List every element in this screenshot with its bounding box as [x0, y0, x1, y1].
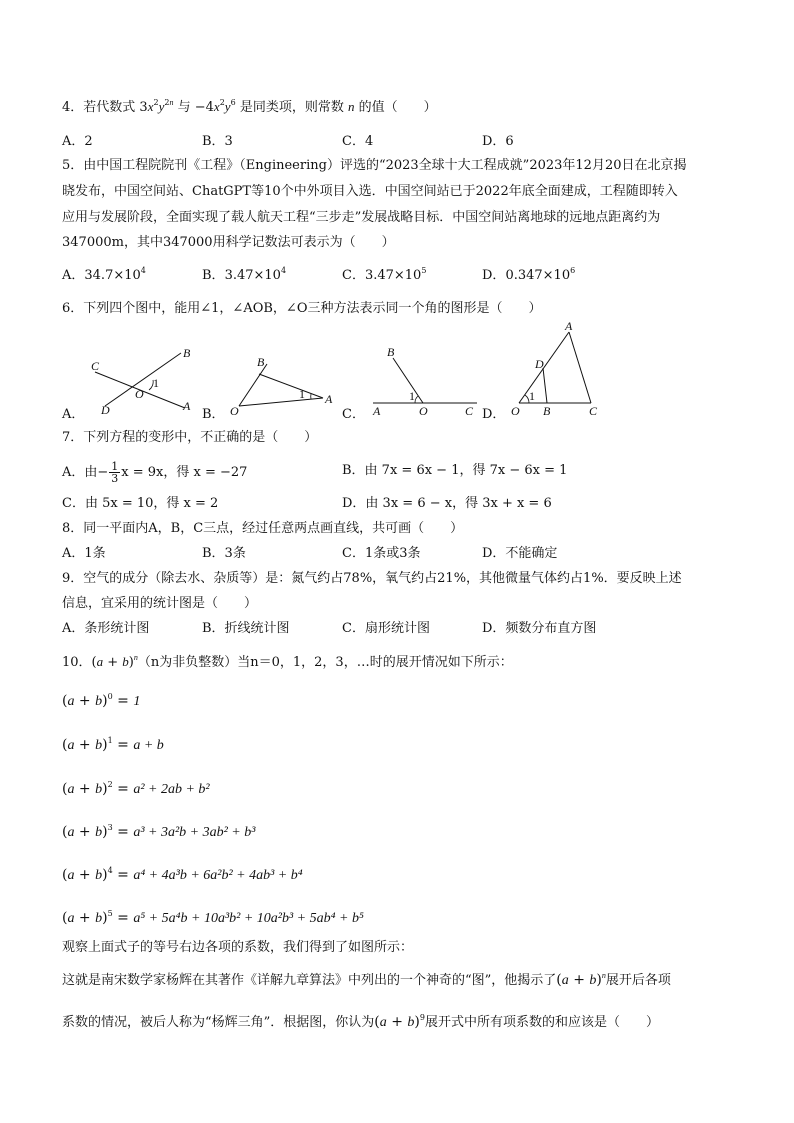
fig-b-label-1: 1	[299, 387, 305, 401]
q10-stem-suffix: （n为非负整数）当n＝0，1，2，3，…时的展开情况如下所示：	[137, 655, 513, 670]
q5-option-d-exp: 6	[570, 266, 576, 275]
fig-b-label-b: B	[257, 355, 265, 369]
expansion-rhs: 1	[133, 694, 141, 709]
q7-option-d[interactable]: D．由 3x = 6 − x，得 3x + x = 6	[342, 496, 552, 511]
q4-option-a[interactable]: A．2	[62, 134, 93, 149]
fig-c-label-o: O	[419, 404, 428, 418]
q6-option-a[interactable]: A．	[62, 407, 85, 422]
q7-option-a-label: A．由	[62, 465, 98, 480]
expansion-row: $(a + b)^0 = 1$	[62, 692, 141, 709]
fig-b-line-ob	[239, 364, 267, 406]
q5-option-b[interactable]	[202, 266, 286, 286]
fig-c-label-c: C	[465, 404, 474, 418]
q4-stem-mid: 与	[177, 100, 191, 115]
q5-option-c-mantissa: 3.47×10	[364, 268, 422, 283]
q5-option-d-mantissa: 0.347×10	[505, 268, 571, 283]
fig-c-label-b: B	[387, 345, 395, 359]
q7-option-a[interactable]: A．由− $\frac{1}{3}$ x = 9x，得 x = −27	[62, 460, 248, 485]
fig-d-label-1: 1	[529, 389, 535, 403]
q7-fraction-num: 1	[111, 460, 119, 473]
fig-b-line-ba	[259, 374, 323, 398]
q10-line-1-binomial: $(a + b)^n$	[556, 971, 606, 988]
q9-option-d[interactable]: D．频数分布直方图	[482, 621, 597, 636]
q7-fraction-den: 3	[111, 472, 119, 485]
q10-line-2-exp: 9	[419, 1013, 425, 1022]
q5-option-c[interactable]	[342, 266, 426, 286]
q6-figure-b	[225, 316, 350, 416]
q7-option-b[interactable]: B．由 7x = 6x − 1，得 7x − 6x = 1	[342, 463, 568, 478]
fig-a-label-b: B	[183, 346, 191, 360]
q8-stem: 8．同一平面内A，B，C三点，经过任意两点画直线，共可画（ ）	[62, 521, 464, 536]
q4-term1: $3x^2y^{2n}$	[139, 98, 174, 115]
expansion-exp: 0	[107, 692, 113, 701]
expansion-rhs: a⁵ + 5a⁴b + 10a³b² + 10a²b³ + 5ab⁴ + b⁵	[133, 911, 364, 926]
q5-option-b-mantissa: 3.47×10	[224, 268, 281, 283]
fig-b-line-oa	[239, 398, 323, 406]
expansion-rhs: a + b	[133, 738, 164, 753]
fig-b-label-a: A	[325, 392, 333, 406]
q6-option-d[interactable]: D．	[482, 407, 506, 422]
q5-option-a-exp: 4	[140, 266, 146, 275]
q10-stem-prefix: 10．	[62, 655, 92, 670]
expansion-row: $(a + b)^3 = a^3 + 3a^2b + 3ab^2 + b^3$	[62, 823, 256, 840]
q8-option-a[interactable]: A．1条	[62, 546, 106, 561]
q9-line-1: 9．空气的成分（除去水、杂质等）是：氮气约占78%，氧气约占21%，其他微量气体约占1%．要反映上述	[62, 571, 682, 586]
q5-option-a-label: A．	[62, 268, 85, 283]
fig-d-label-c: C	[589, 404, 598, 418]
fig-a-label-d: D	[101, 403, 110, 417]
q7-stem: 7．下列方程的变形中，不正确的是（ ）	[62, 430, 318, 445]
q4-stem	[62, 97, 437, 118]
q4-option-d[interactable]: D．6	[482, 134, 514, 149]
q10-line-2-binomial: $(a + b)^9$	[374, 1013, 425, 1030]
q4-stem-end: 的值（ ）	[358, 100, 437, 115]
q9-option-c[interactable]: C．扇形统计图	[342, 621, 430, 636]
q10-line-1	[62, 970, 671, 991]
fig-a-label-a: A	[183, 399, 191, 413]
q5-option-b-exp: 4	[280, 266, 287, 275]
q10-line-1-prefix: 这就是南宋数学家杨辉在其著作《详解九章算法》中列出的一个神奇的“图”，他揭示了	[62, 973, 557, 988]
fig-a-label-c: C	[91, 359, 100, 373]
fig-c-label-1: 1	[409, 389, 415, 403]
q7-option-c[interactable]: C．由 5x = 10，得 x = 2	[62, 496, 219, 511]
q10-line-1-suffix: 展开后各项	[605, 973, 671, 988]
expansion-rhs: a³ + 3a²b + 3ab² + b³	[133, 825, 256, 840]
q5-option-c-exp: 5	[421, 266, 427, 275]
expansion-row: $(a + b)^5 = a^5 + 5a^4b + 10a^3b^2 + 10a^2b^3 + 5ab^4 + b^5$	[62, 909, 364, 926]
fig-d-line-oa	[519, 332, 569, 403]
q5-option-d[interactable]	[482, 266, 575, 286]
q10-line-2-suffix: 展开式中所有项系数的和应该是（ ）	[424, 1015, 659, 1030]
q7-fraction	[109, 461, 120, 484]
q4-stem-prefix: 4．若代数式	[62, 100, 136, 115]
q4-var-n: n	[347, 99, 355, 114]
q8-option-b[interactable]: B．3条	[202, 546, 246, 561]
q5-option-d-label: D．	[482, 268, 506, 283]
fig-d-line-db	[543, 368, 547, 403]
fig-b-label-o: O	[230, 404, 239, 418]
q5-line-2: 晓发布，中国空间站、ChatGPT等10个中外项目入选．中国空间站已于2022年底全面建成，工程随即转入	[62, 184, 678, 199]
q5-option-a[interactable]	[62, 266, 146, 286]
q9-option-a[interactable]: A．条形统计图	[62, 621, 150, 636]
fig-c-angle-arc	[415, 396, 418, 403]
expansion-exp: 2	[107, 780, 113, 789]
q6-stem: 6．下列四个图中，能用∠1，∠AOB，∠O三种方法表示同一个角的图形是（ ）	[62, 301, 542, 316]
fig-c-label-a: A	[373, 404, 381, 418]
fig-d-label-d: D	[535, 357, 544, 371]
q6-figure-a	[85, 316, 205, 416]
expansion-rhs: a⁴ + 4a³b + 6a²b² + 4ab³ + b⁴	[133, 868, 303, 883]
fig-a-label-o: O	[135, 387, 144, 401]
fig-d-label-b: B	[543, 404, 551, 418]
expansion-row: $(a + b)^4 = a^4 + 4a^3b + 6a^2b^2 + 4ab^3 + b^4$	[62, 866, 303, 883]
q5-line-3: 应用与发展阶段，全面实现了载人航天工程“三步走”发展战略目标．中国空间站离地球的远地点距离约为	[62, 210, 661, 225]
fig-d-line-ac	[569, 332, 591, 403]
expansion-rhs: a² + 2ab + b²	[133, 782, 210, 797]
expansion-exp: 4	[107, 866, 113, 875]
fig-d-label-a: A	[565, 319, 573, 333]
q5-line-4: 347000m，其中347000用科学记数法可表示为（ ）	[62, 235, 395, 250]
q4-option-c[interactable]: C．4	[342, 134, 374, 149]
q7-option-a-eq: x = 9x，得 x = −27	[121, 465, 248, 480]
expansion-exp: 1	[107, 736, 113, 745]
q10-stem	[62, 652, 513, 673]
q10-line-2-prefix: 系数的情况，被后人称为“杨辉三角”．根据图，你认为	[62, 1015, 375, 1030]
q10-observe: 观察上面式子的等号右边各项的系数，我们得到了如图所示：	[62, 940, 414, 955]
q4-stem-suffix: 是同类项，则常数	[239, 100, 344, 115]
q5-option-b-label: B．	[202, 268, 225, 283]
q10-line-2	[62, 1012, 659, 1033]
q6-option-c[interactable]: C．	[342, 407, 365, 422]
expansion-row: $(a + b)^1 = a + b$	[62, 736, 164, 753]
expansion-row: $(a + b)^2 = a^2 + 2ab + b^2$	[62, 780, 210, 797]
q5-line-1: 5．由中国工程院院刊《工程》（Engineering）评选的“2023全球十大工程成就”2023年12月20日在北京揭	[62, 158, 687, 173]
q10-binomial: $(a + b)^n$	[91, 653, 138, 670]
q5-option-c-label: C．	[342, 268, 365, 283]
q4-option-b[interactable]: B．3	[202, 134, 233, 149]
q6-figure-d	[505, 316, 615, 416]
q8-option-c[interactable]: C．1条或3条	[342, 546, 421, 561]
q5-option-a-mantissa: 34.7×10	[84, 268, 141, 283]
q9-line-2: 信息，宜采用的统计图是（ ）	[62, 596, 258, 611]
expansion-exp: 5	[107, 909, 113, 918]
q8-option-d[interactable]: D．不能确定	[482, 546, 558, 561]
fig-a-label-1: 1	[153, 376, 159, 390]
fig-c-line-ob	[393, 358, 423, 403]
q9-option-b[interactable]: B．折线统计图	[202, 621, 290, 636]
expansion-exp: 3	[107, 823, 113, 832]
q6-option-b[interactable]: B．	[202, 407, 225, 422]
q4-term2: $-4x^2y^6$	[194, 98, 236, 115]
q6-figure-c	[365, 316, 490, 416]
fig-d-label-o: O	[511, 404, 520, 418]
